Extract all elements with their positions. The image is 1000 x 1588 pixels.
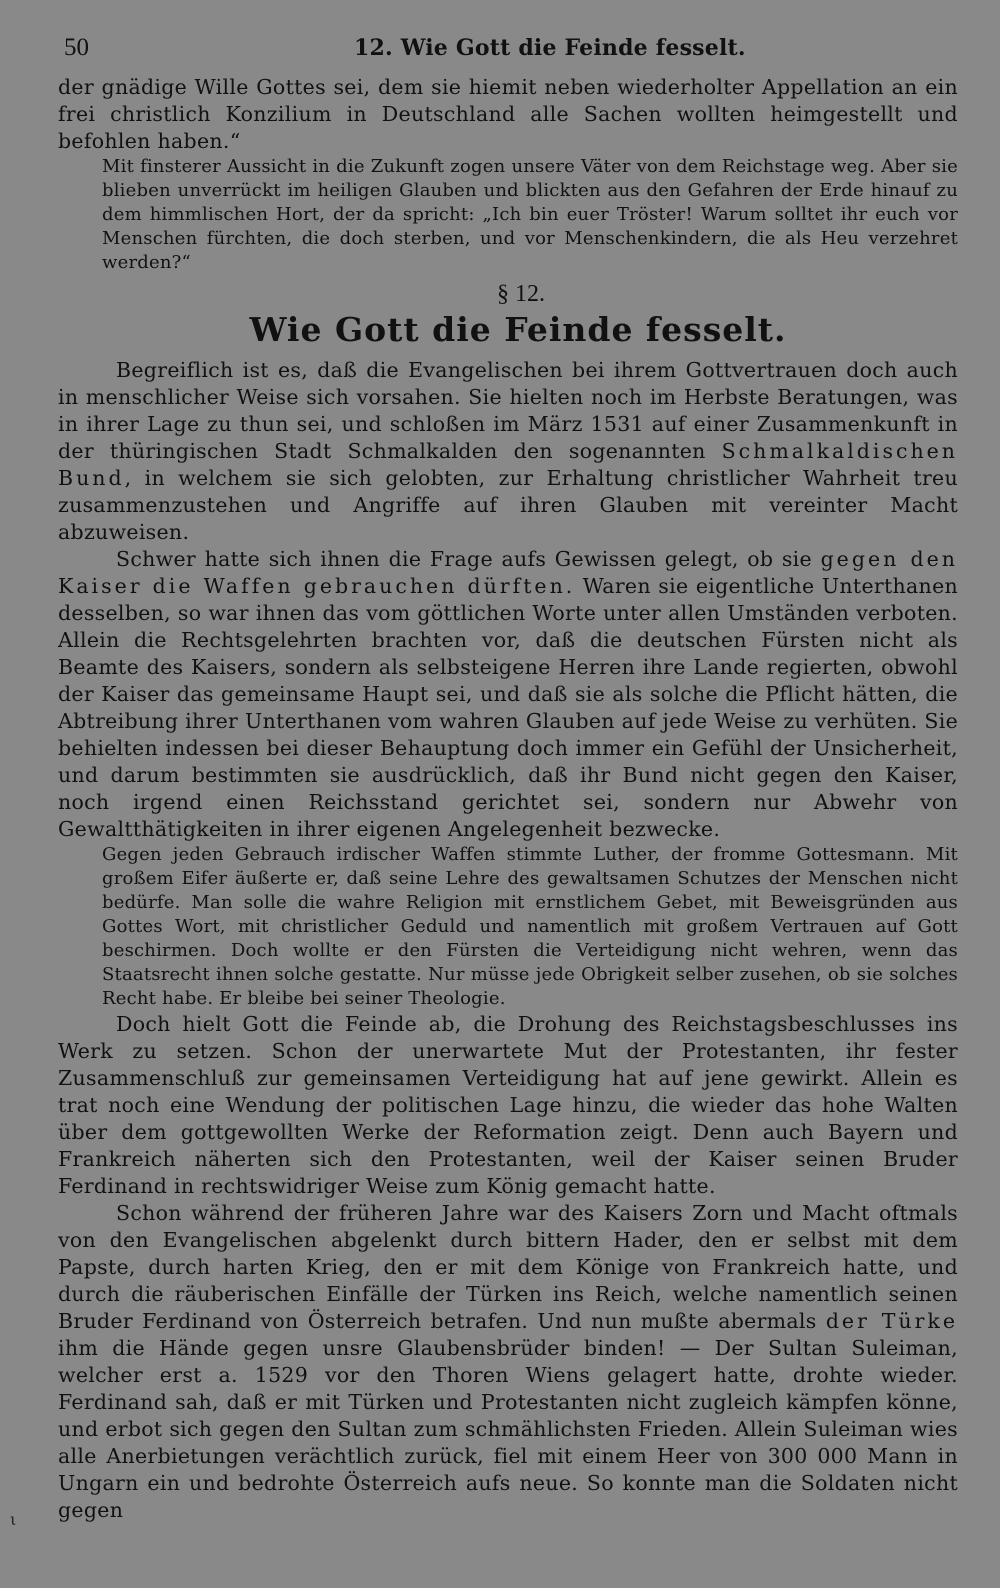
paragraph-god-held-enemies: Doch hielt Gott die Feinde ab, die Drohung des Reichstagsbeschlusses ins Werk zu setzen. Schon der unerwartete Mut der Protestanten, ihr fester Zusammenschluß zur gemeinsamen Verteidigung hat auf jene gewirkt. Allein es trat noch eine Wendung der politischen Lage hinzu, die wieder das hohe Walten über dem gottgewollten Werke der Reformation zeigt. Denn auch Bayern und Frankreich näherten sich den Protestanten, weil der Kaiser seinen Bruder Ferdinand in rechtswidriger Weise zum König gemacht hatte. [58, 1012, 958, 1198]
paragraph-text: Schon während der früheren Jahre war des Kaisers Zorn und Macht oftmals von den Evangelischen abgelenkt durch bittern Hader, den er selbst mit dem Papste, durch harten Krieg, den er mit dem Könige von Frankreich hatte, und durch die räuberischen Einfälle der Türken ins Reich, welche namentlich seinen Bruder Ferdinand von Österreich betrafen. Und nun mußte abermals [58, 1201, 958, 1333]
emphasized-text: Schmalkaldischen Bund [58, 439, 958, 490]
paragraph-text: , in welchem sie sich gelobten, zur Erhaltung christlicher Wahrheit treu zusammenzustehen und Angriffe auf ihren Glauben mit vereinter Macht abzuweisen. [58, 466, 958, 544]
paragraph-continuation: der gnädige Wille Gottes sei, dem sie hiemit neben wiederholter Appellation an ein frei christlich Konzilium in Deutschland alle Sachen wollten heimgestellt und befohlen haben.“ [58, 75, 958, 153]
small-print-paragraph: Mit finsterer Aussicht in die Zukunft zogen unsere Väter von dem Reichstage weg. Aber sie blieben unverrückt im heiligen Glauben und blickten aus den Gefahren der Erde hinauf zu dem himmlischen Hort, der da spricht: „Ich bin euer Tröster! Warum solltet ihr euch vor Menschen fürchten, die doch sterben, und vor Menschenkindern, die als Heu verzehret werden?“ [102, 156, 958, 273]
small-print-paragraph-luther: Gegen jeden Gebrauch irdischer Waffen stimmte Luther, der fromme Gottesmann. Mit großem Eifer äußerte er, daß seine Lehre des gewaltsamen Schutzes der Menschen nicht bedürfe. Man solle die wahre Religion mit ernstlichem Gebet, mit Beweisgründen aus Gottes Wort, mit christlicher Geduld und namentlich mit großem Vertrauen auf Gott beschirmen. Doch wollte er den Fürsten die Verteidigung nicht wehren, wenn das Staatsrecht ihnen solche gestatte. Nur müsse jede Obrigkeit selber zusehen, ob sie solches Recht habe. Er bleibe bei seiner Theologie. [102, 844, 958, 1009]
paragraph-emperor-question [58, 546, 958, 843]
margin-mark: ι [10, 1510, 17, 1529]
paragraph-text: Begreiflich ist es, daß die Evangelischen bei ihrem Gottvertrauen doch auch in menschlicher Weise sich vorsahen. Sie hielten noch im Herbste Beratungen, was in ihrer Lage zu thun sei, und schloßen im März 1531 auf einer Zusammenkunft in der thüringischen Stadt Schmalkalden den sogenannten [58, 358, 958, 463]
paragraph-schmalkaldic-league [58, 357, 958, 546]
section-title: Wie Gott die Feinde fesselt. [249, 310, 787, 349]
book-page [58, 34, 958, 1524]
page-header [58, 34, 958, 74]
page-number: 50 [64, 34, 89, 61]
emphasized-text: gegen den Kaiser die Waffen gebrauchen dürften. [58, 547, 959, 598]
paragraph-turks [58, 1200, 958, 1524]
emphasized-text: der Türke [825, 1309, 958, 1333]
paragraph-text: Schwer hatte sich ihnen die Frage aufs Gewissen gelegt, ob sie [116, 547, 821, 571]
running-title: 12. Wie Gott die Feinde fesselt. [354, 35, 746, 61]
paragraph-text: Waren sie eigentliche Unterthanen desselben, so war ihnen das vom göttlichen Worte unter allen Umständen verboten. Allein die Rechtsgelehrten brachten vor, daß die deutschen Fürsten nicht als Beamte des Kaisers, sondern als selbsteigene Herren ihre Lande regierten, obwohl der Kaiser das gemeinsame Haupt sei, und daß sie als solche die Pflicht hätten, die Abtreibung ihrer Unterthanen vom wahren Glauben auf jede Weise zu verhüten. Sie behielten indessen bei dieser Behauptung doch immer ein Gefühl der Unsicherheit, und darum bestimmten sie ausdrücklich, daß ihr Bund nicht gegen den Kaiser, noch irgend einen Reichsstand gerichtet sei, sondern nur Abwehr von Gewaltthätigkeiten in ihrer eigenen Angelegenheit bezwecke. [58, 574, 958, 841]
paragraph-text: ihm die Hände gegen unsre Glaubensbrüder binden! — Der Sultan Suleiman, welcher erst a. 1529 vor den Thoren Wiens gelagert hatte, drohte wieder. Ferdinand sah, daß er mit Türken und Protestanten nicht zugleich kämpfen könne, und erbot sich gegen den Sultan zum schmählichsten Frieden. Allein Suleiman wies alle Anerbietungen verächtlich zurück, fiel mit einem Heer von 300 000 Mann in Ungarn ein und bedrohte Österreich aufs neue. So konnte man die Soldaten nicht gegen [58, 1336, 958, 1522]
section-number: § 12. [497, 281, 545, 307]
